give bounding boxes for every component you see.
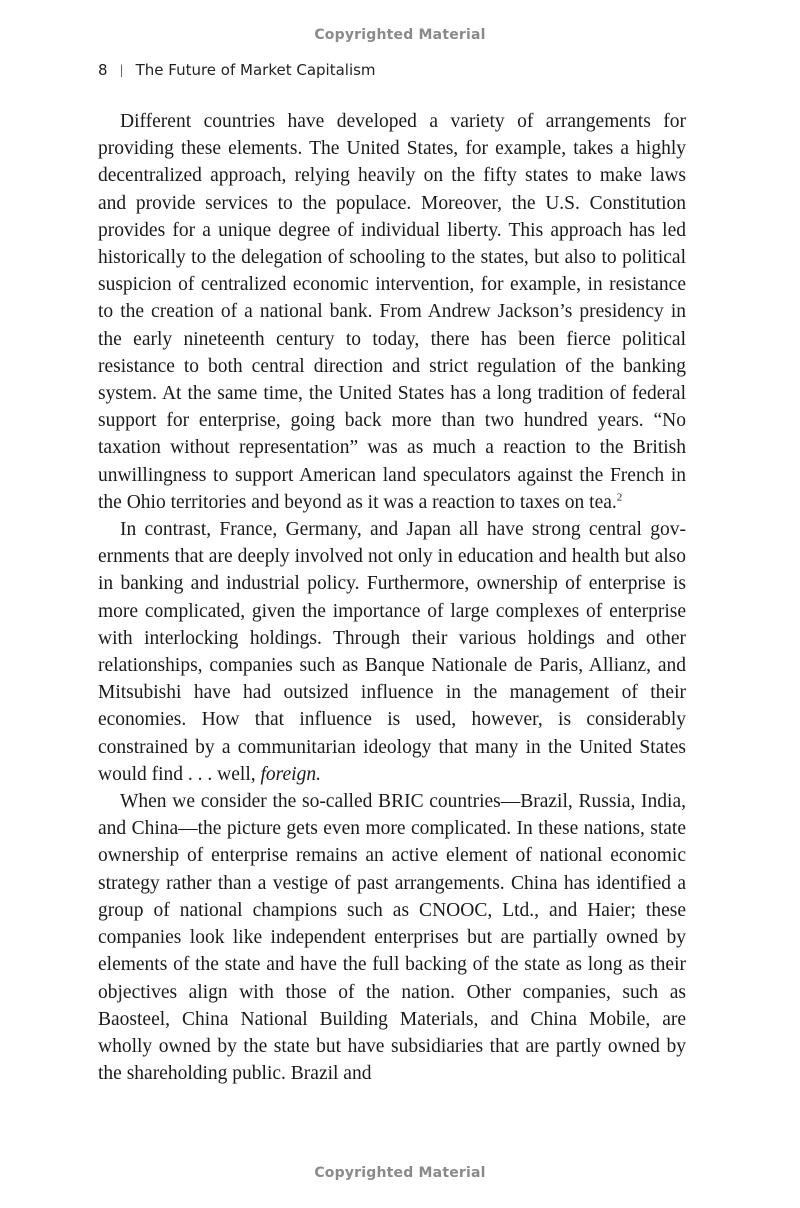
- header-separator: |: [119, 63, 124, 77]
- copyright-watermark-bottom: Copyrighted Material: [314, 1165, 486, 1181]
- italic-word: foreign.: [260, 763, 321, 785]
- paragraph: [98, 108, 686, 516]
- paragraph-text: Different countries have developed a variety of arrangements for providing these elements. The United States, for example, takes a highly decentralized approach, relying heavily on the fifty states to make laws and provide services to the populace. Moreover, the U.S. Constitution provides for a unique degree of individual liberty. This approach has led historically to the delegation of schooling to the states, but also to political suspicion of centralized economic intervention, for example, in resistance to the creation of a national bank. From Andrew Jackson’s presidency in the early nineteenth century to today, there has been fierce political resistance to both central direction and strict regulation of the banking system. At the same time, the United States has a long tradition of federal support for enterprise, going back more than two hundred years. “No taxation without representation” was as much a reaction to the British unwillingness to support American land speculators against the French in the Ohio territories and beyond as it was a reaction to taxes on tea.: [98, 111, 686, 513]
- copyright-watermark-top: Copyrighted Material: [314, 27, 486, 43]
- paragraph: [98, 788, 686, 1087]
- paragraph: [98, 516, 686, 788]
- running-header: [98, 61, 376, 79]
- paragraph-text: When we consider the so-called BRIC countries—Brazil, Russia, India, and China—the picture gets even more complicated. In these nations, state ownership of enterprise remains an active element of national economic strategy rather than a vestige of past arrangements. China has identified a group of national champions such as CNOOC, Ltd., and Haier; these companies look like independent enterprises but are partially owned by elements of the state and have the full backing of the state as long as their objectives align with those of the nation. Other companies, such as Baosteel, China National Building Materials, and China Mobile, are wholly owned by the state but have subsidiaries that are partly owned by the shareholding public. Brazil and: [98, 791, 686, 1085]
- body-text: [98, 108, 686, 1087]
- running-title: The Future of Market Capitalism: [135, 61, 376, 79]
- footnote-marker: 2: [616, 491, 623, 504]
- paragraph-text: In contrast, France, Germany, and Japan all have strong central governments that are deeply involved not only in education and health but also in banking and industrial policy. Furthermore, ownership of enterprise is more complicated, given the importance of large complexes of enterprise with interlocking holdings. Through their various holdings and other relationships, companies such as Banque Nationale de Paris, Allianz, and Mitsubishi have had outsized influence in the management of their economies. How that influence is used, however, is considerably constrained by a communitarian ideology that many in the United States would find . . . well,: [98, 519, 686, 785]
- page-number: 8: [98, 61, 108, 79]
